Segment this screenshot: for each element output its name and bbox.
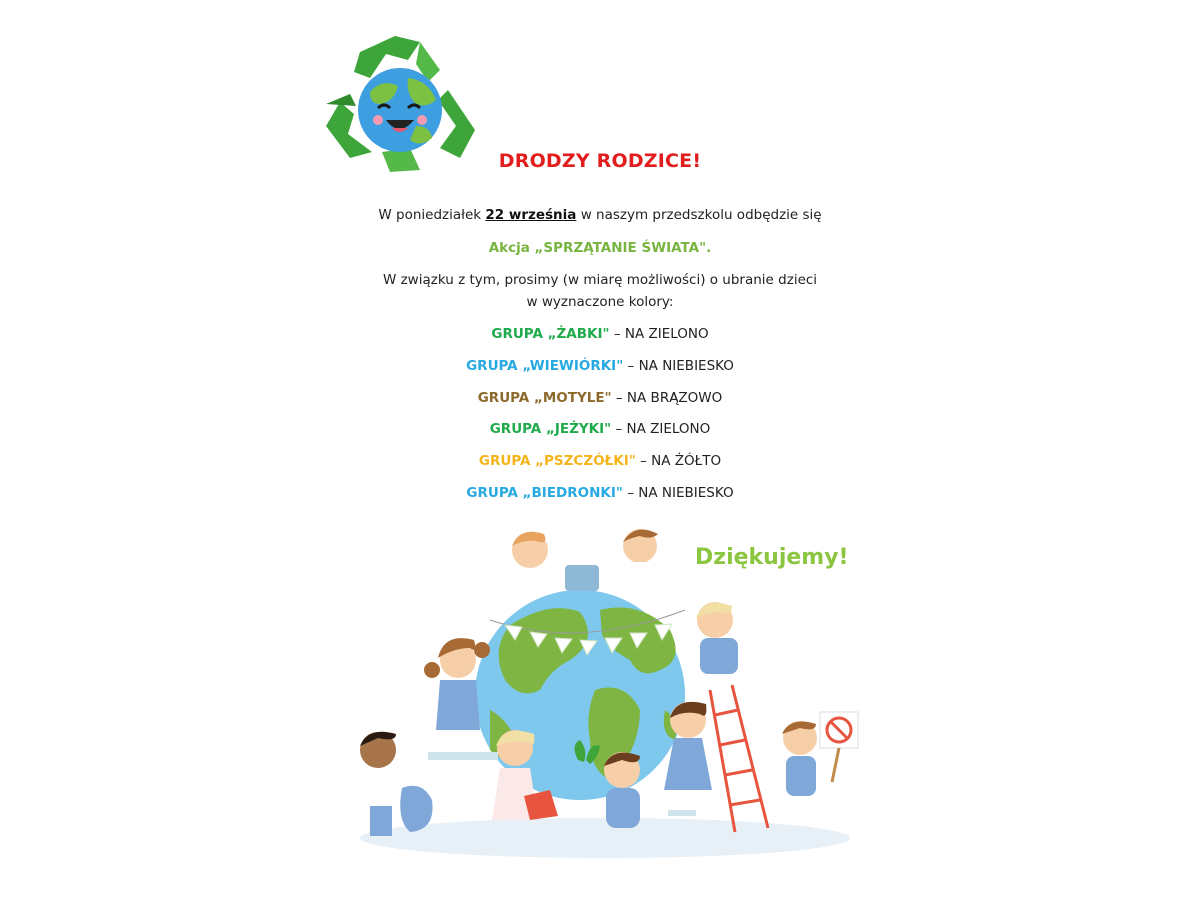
group-color: – NA ZIELONO — [609, 326, 709, 342]
intro-suffix: w naszym przedszkolu odbędzie się — [576, 207, 822, 223]
request-line-1: W związku z tym, prosimy (w miarę możliwości) o ubranie dzieci — [382, 272, 818, 288]
group-color: – NA ZIELONO — [611, 421, 711, 438]
group-line — [300, 453, 900, 469]
group-name: GRUPA „MOTYLE" — [477, 389, 612, 406]
group-line — [300, 326, 900, 342]
group-color: – NA BRĄZOWO — [611, 389, 723, 406]
group-color: – NA ŻÓŁTO — [635, 453, 722, 470]
group-name: GRUPA „BIEDRONKI" — [466, 485, 623, 501]
group-line — [300, 358, 900, 374]
event-date: 22 września — [485, 207, 577, 223]
intro-prefix: W poniedziałek — [378, 207, 486, 223]
group-name: GRUPA „PSZCZÓŁKI" — [478, 453, 636, 470]
children-cleaning-earth-illustration — [340, 520, 870, 865]
group-color: – NA NIEBIESKO — [623, 357, 734, 374]
request-line-2: w wyznaczone kolory: — [526, 294, 674, 310]
action-label: Akcja „SPRZĄTANIE ŚWIATA". — [488, 240, 712, 256]
page-title: DRODZY RODZICE! — [498, 150, 702, 172]
group-line — [300, 421, 900, 437]
group-line — [300, 485, 900, 501]
group-name: GRUPA „ŻABKI" — [491, 326, 610, 342]
group-name: GRUPA „JEŻYKI" — [489, 421, 612, 438]
group-name: GRUPA „WIEWIÓRKI" — [466, 357, 624, 374]
thanks-text: Dziękujemy! — [695, 545, 849, 570]
intro-line — [300, 207, 900, 223]
group-color: – NA NIEBIESKO — [622, 485, 734, 501]
group-line — [300, 390, 900, 406]
